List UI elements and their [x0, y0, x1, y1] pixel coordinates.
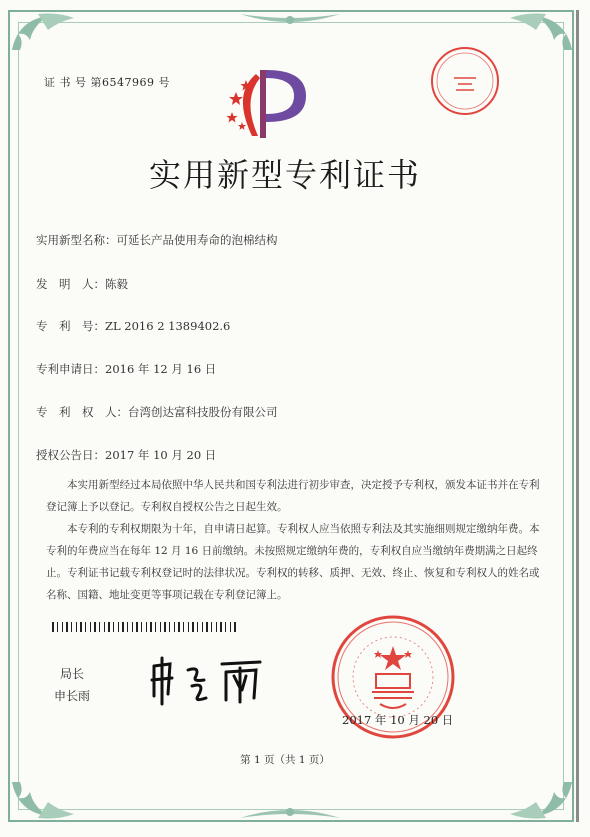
barcode-bar [160, 622, 161, 632]
field-application-date [36, 361, 216, 377]
page-edge [576, 10, 579, 822]
certificate-number: 证 书 号 第6547969 号 [44, 76, 170, 89]
corner-ornament-bottom-right [504, 760, 576, 822]
field-label: 专 利 权 人： [36, 405, 128, 419]
barcode-bar [66, 622, 68, 632]
field-value: 台湾创达富科技股份有限公司 [128, 405, 278, 419]
barcode-bar [155, 622, 156, 632]
barcode-bar [57, 622, 58, 632]
barcode-bar [108, 622, 110, 632]
field-utility-model-name [36, 232, 278, 248]
paragraph-grant [46, 474, 546, 518]
barcode-bar [132, 622, 133, 632]
corner-ornament-top-right [504, 10, 576, 70]
top-center-ornament [230, 10, 350, 32]
barcode-bar [127, 622, 128, 632]
corner-ornament-top-left [8, 10, 78, 70]
barcode-bar [164, 622, 166, 632]
barcode-bar [230, 622, 231, 632]
barcode-bar [188, 622, 189, 632]
barcode-bar [71, 622, 72, 632]
paragraph-text: 本实用新型经过本局依照中华人民共和国专利法进行初步审查，决定授予专利权，颁发本证书并在专利登记簿上予以登记。专利权自授权公告之日起生效。 [46, 479, 540, 513]
barcode-bar [52, 622, 54, 632]
barcode-bar [94, 622, 96, 632]
barcode-bar [216, 622, 217, 632]
field-label: 发 明 人： [36, 277, 105, 291]
barcode [52, 622, 242, 634]
field-label: 实用新型名称： [36, 233, 117, 247]
field-patent-number [36, 318, 230, 334]
barcode-bar [211, 622, 212, 632]
field-publication-date [36, 447, 216, 463]
barcode-bar [234, 622, 236, 632]
field-label: 授权公告日： [36, 448, 105, 462]
barcode-bar [85, 622, 86, 632]
barcode-bar [192, 622, 194, 632]
agent-seal-stamp [428, 44, 502, 118]
barcode-bar [122, 622, 124, 632]
barcode-bar [118, 622, 119, 632]
barcode-bar [178, 622, 180, 632]
director-name: 申长雨 [54, 689, 91, 703]
field-value: 可延长产品使用寿命的泡棉结构 [116, 233, 278, 247]
barcode-bar [197, 622, 198, 632]
director-signature [148, 652, 278, 708]
seal-date: 2017 年 10 月 20 日 [342, 713, 454, 727]
field-inventor [36, 276, 128, 292]
barcode-bar [174, 622, 175, 632]
field-value: ZL 2016 2 1389402.6 [105, 319, 231, 333]
field-label: 专 利 号： [36, 319, 105, 333]
barcode-bar [183, 622, 184, 632]
bottom-center-ornament [230, 800, 350, 822]
paragraph-text: 本专利的专利权期限为十年，自申请日起算。专利权人应当依照专利法及其实施细则规定缴纳年费。本专利的年费应当在每年 12 月 16 日前缴纳。未按照规定缴纳年费的，专利权自应当缴纳年费期满之日起终止。 [46, 523, 540, 579]
field-patentee [36, 404, 278, 420]
barcode-bar [80, 622, 82, 632]
barcode-bar [202, 622, 203, 632]
field-value: 2017 年 10 月 20 日 [105, 448, 217, 462]
field-value: 2016 年 12 月 16 日 [105, 362, 217, 376]
sipo-logo-icon [222, 64, 312, 144]
barcode-bar [141, 622, 142, 632]
barcode-bar [113, 622, 114, 632]
barcode-bar [206, 622, 208, 632]
barcode-bar [62, 622, 63, 632]
paragraph-register [46, 562, 546, 606]
corner-ornament-bottom-left [8, 760, 78, 822]
barcode-bar [76, 622, 77, 632]
page-number: 第 1 页（共 1 页） [240, 754, 330, 766]
barcode-bar [136, 622, 138, 632]
barcode-bar [99, 622, 100, 632]
barcode-bar [90, 622, 91, 632]
field-value: 陈毅 [105, 277, 128, 291]
barcode-bar [104, 622, 105, 632]
barcode-bar [169, 622, 170, 632]
paragraph-text: 专利证书记载专利权登记时的法律状况。专利权的转移、质押、无效、终止、恢复和专利权人的姓名或名称、国籍、地址变更等事项记载在专利登记簿上。 [46, 567, 540, 601]
barcode-bar [220, 622, 222, 632]
barcode-bar [225, 622, 226, 632]
barcode-bar [146, 622, 147, 632]
field-label: 专利申请日： [36, 362, 105, 376]
barcode-bar [150, 622, 152, 632]
certificate-title: 实用新型专利证书 [148, 156, 421, 194]
director-title: 局长 [60, 667, 85, 681]
